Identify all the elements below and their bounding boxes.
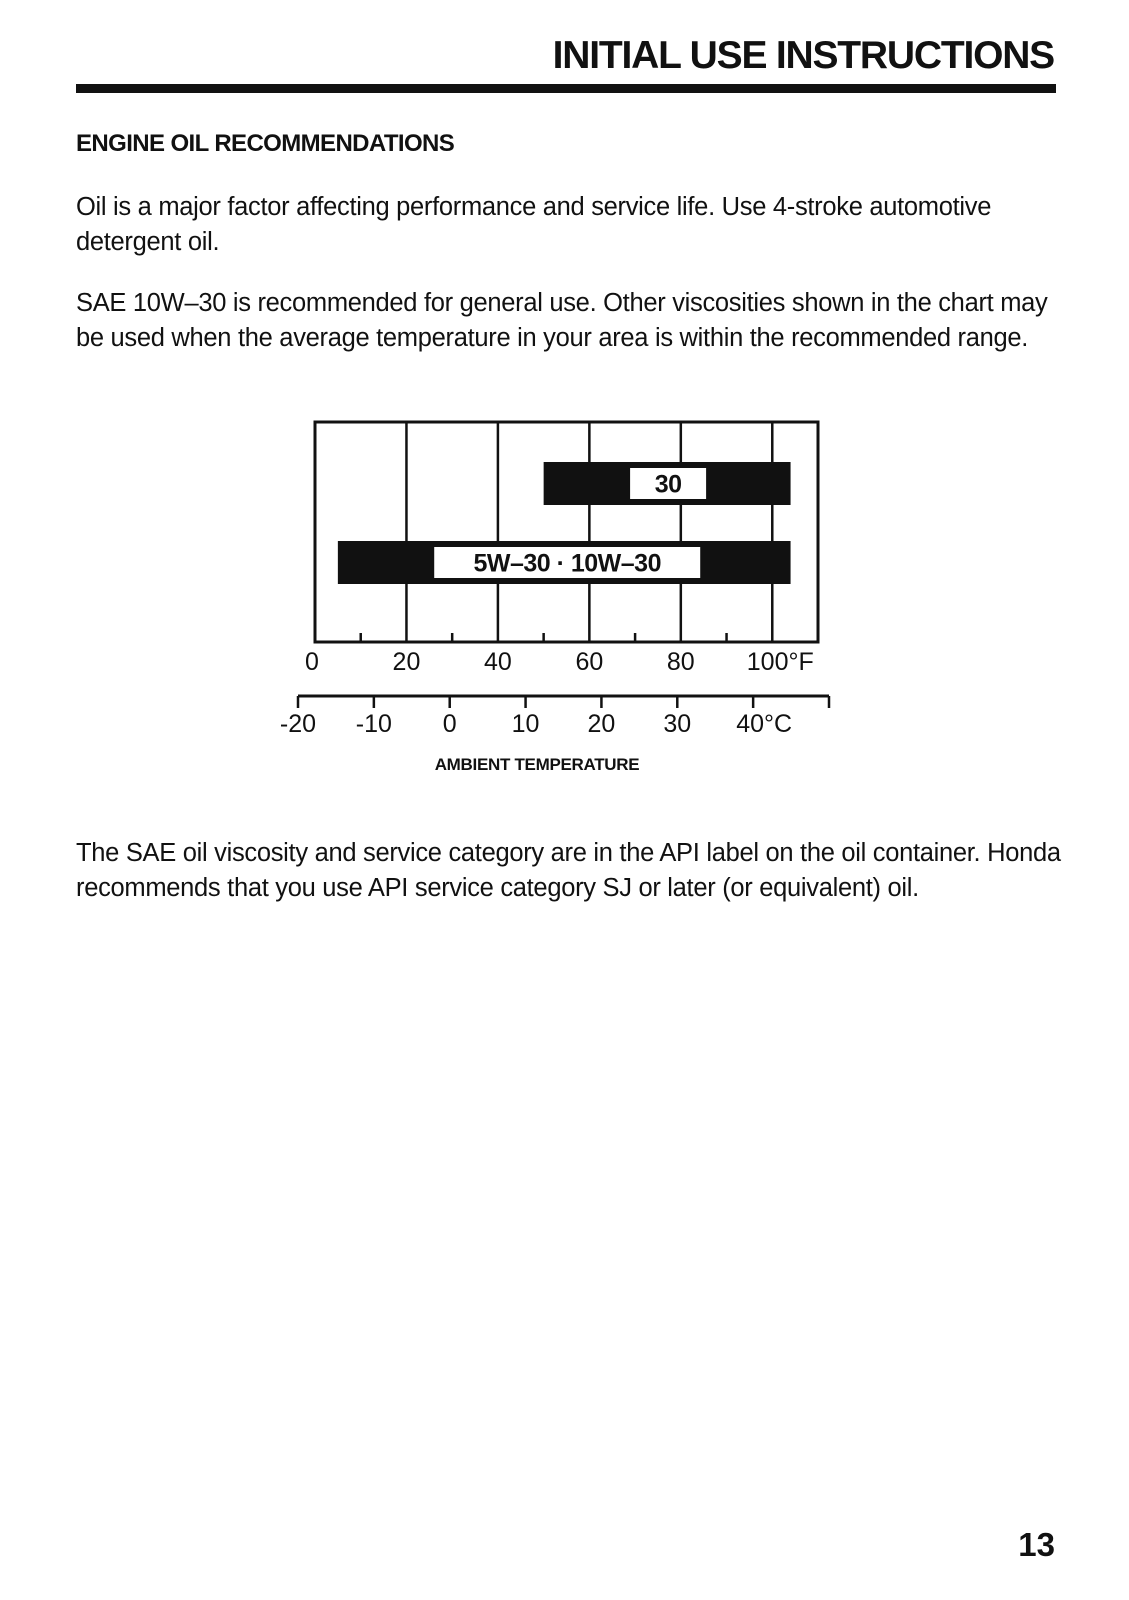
paragraph-oil-type: Oil is a major factor affecting performance and service life. Use 4-stroke automotive detergent oil. <box>76 193 992 256</box>
bar-label: 5W–30 · 10W–30 <box>473 549 661 578</box>
celsius-tick-label: 10 <box>511 710 540 738</box>
celsius-tick-label: 30 <box>663 710 692 738</box>
celsius-tick-label: -20 <box>279 710 317 738</box>
fahrenheit-tick-label: 40 <box>484 648 512 676</box>
bar-label: 30 <box>654 470 682 499</box>
fahrenheit-tick-label: 100°F <box>746 648 814 676</box>
fahrenheit-tick-label: 60 <box>575 648 604 676</box>
celsius-tick-label: 40°C <box>736 710 793 738</box>
celsius-tick-label: 0 <box>442 710 457 738</box>
chart-axis-title: AMBIENT TEMPERATURE <box>434 755 640 774</box>
celsius-tick-label: 20 <box>587 710 616 738</box>
fahrenheit-tick-label: 20 <box>392 648 421 676</box>
paragraph-api-category: The SAE oil viscosity and service category are in the API label on the oil container. Honda recommends that you use API service category SJ or later (or equivalent) oil. <box>76 839 1061 902</box>
fahrenheit-tick-label: 80 <box>666 648 695 676</box>
chart-frame <box>315 422 818 642</box>
page-number: 13 <box>1018 1526 1055 1563</box>
celsius-tick-label: -10 <box>355 710 392 738</box>
page-title: INITIAL USE INSTRUCTIONS <box>552 34 1054 77</box>
section-heading: ENGINE OIL RECOMMENDATIONS <box>76 130 455 157</box>
fahrenheit-tick-label: 0 <box>305 648 319 676</box>
paragraph-viscosity: SAE 10W–30 is recommended for general use. Other viscosities shown in the chart may be used when the average temperature in your area is within the recommended range. <box>76 289 1048 352</box>
